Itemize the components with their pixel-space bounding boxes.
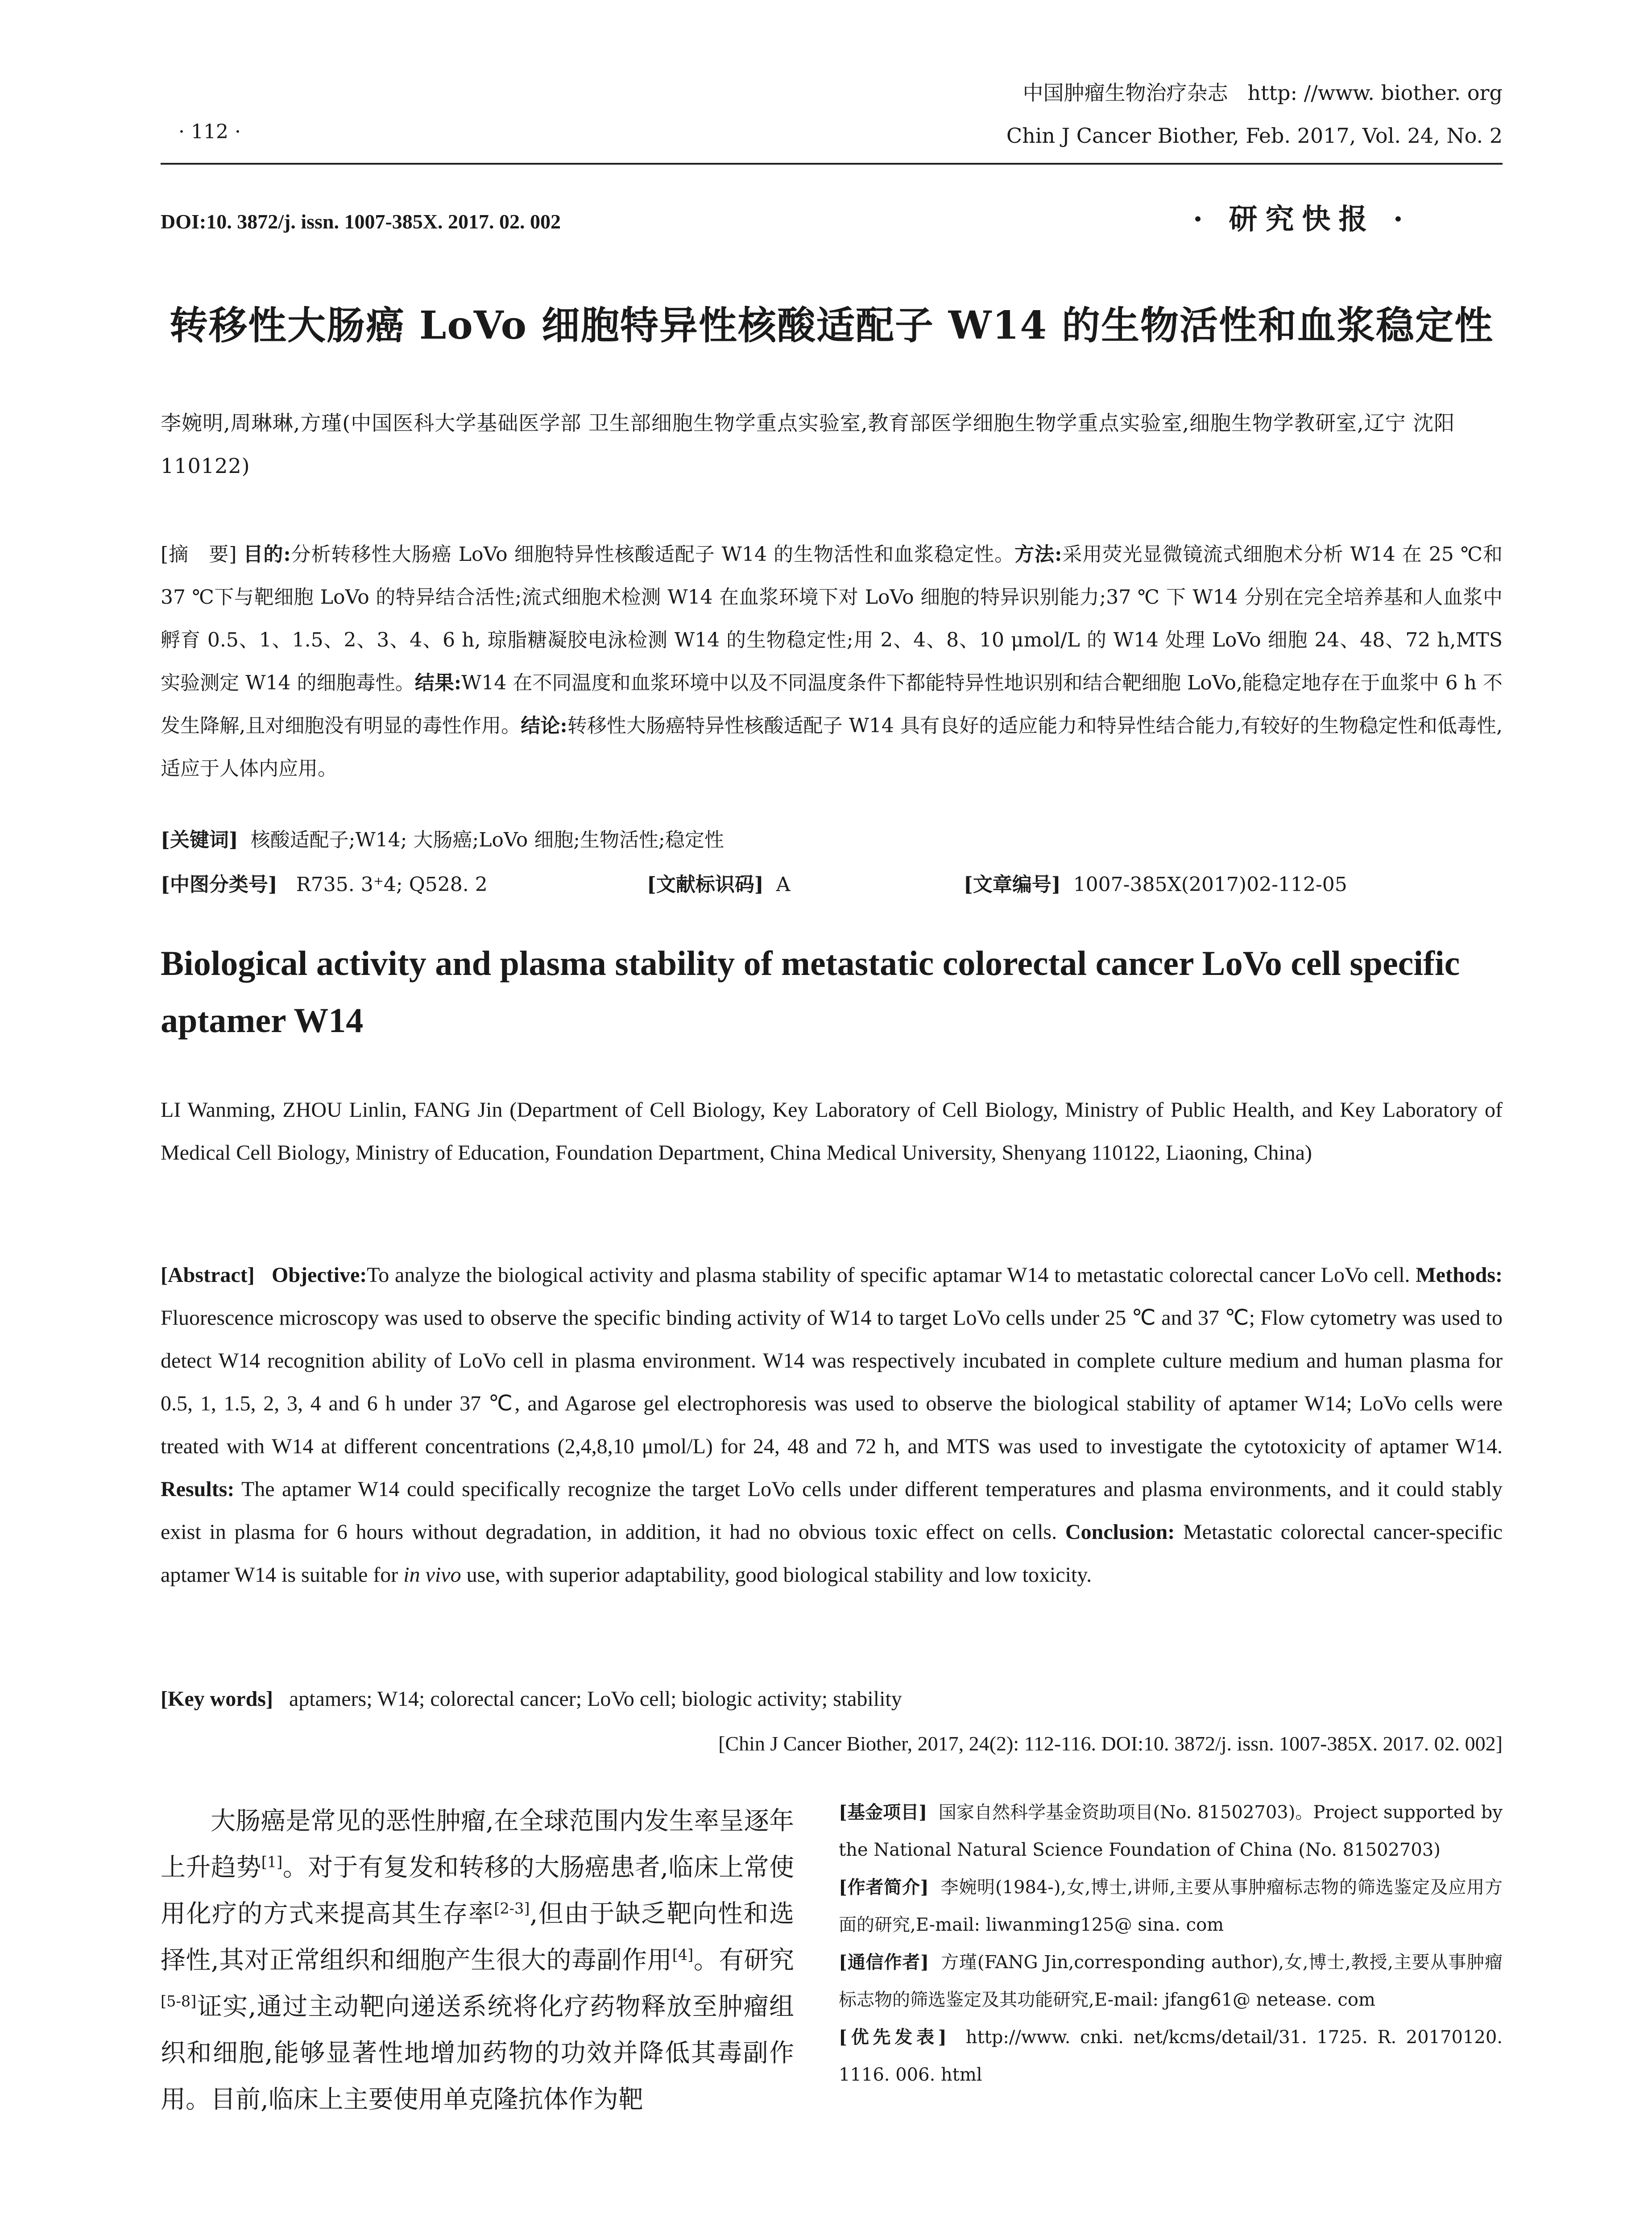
results-en: The aptamer W14 could specifically recognize the target LoVo cells under different temperatures and plasma environments, and it could stably exist in plasma for 6 hours without degradation, in addition, it had no obvious toxic effect on cells. <box>161 1477 1503 1544</box>
doi: DOI:10. 3872/j. issn. 1007-385X. 2017. 02. 002 <box>161 210 561 233</box>
pub-link[interactable]: http://www. cnki. net/kcms/detail/31. 1725. R. 20170120. 1116. 006. html <box>839 2027 1503 2085</box>
conclusion-label-en: Conclusion: <box>1065 1520 1175 1544</box>
column-tag: · 研究快报 · <box>1192 203 1411 236</box>
citation: [Chin J Cancer Biother, 2017, 24(2): 112-116. DOI:10. 3872/j. issn. 1007-385X. 2017. 02. 002] <box>718 1732 1503 1755</box>
footnote-online-first <box>839 2019 1503 2094</box>
methods-label-cn: 方法: <box>1014 543 1062 566</box>
doc-label: [文献标识码] <box>647 873 764 896</box>
objective-label-cn: 目的: <box>243 543 291 566</box>
reference-1[interactable]: [1] <box>261 1853 283 1871</box>
body-text-1: 大肠癌是常见的恶性肿瘤,在全球范围内发生率呈逐年上升趋势 <box>161 1807 794 1882</box>
body-paragraph <box>161 1798 794 2123</box>
keywords-cn-text: 核酸适配子;W14; 大肠癌;LoVo 细胞;生物活性;稳定性 <box>250 829 724 851</box>
abstract-cn <box>161 533 1503 790</box>
reference-2[interactable]: [2-3] <box>494 1899 530 1917</box>
journal-name-cn: 中国肿瘤生物治疗杂志 <box>1023 81 1228 105</box>
results-label-cn: 结果: <box>414 672 462 694</box>
results-label-en: Results: <box>161 1477 235 1501</box>
keywords-en <box>161 1678 1503 1721</box>
keywords-en-label: [Key words] <box>161 1687 273 1711</box>
author-label: [作者简介] <box>839 1877 929 1898</box>
keywords-cn <box>161 819 1503 862</box>
art-value: 1007-385X(2017)02-112-05 <box>1073 873 1347 896</box>
body-text-2: 。对于有复发和转移的大肠癌患者,临床上常使用化疗的方式来提高其生存率 <box>161 1853 794 1928</box>
authors-cn: 李婉明,周琳琳,方瑾(中国医科大学基础医学部 卫生部细胞生物学重点实验室,教育部医学细胞生物学重点实验室,细胞生物学教研室,辽宁 沈阳 110122) <box>161 411 1455 478</box>
keywords-en-text: aptamers; W14; colorectal cancer; LoVo cell; biologic activity; stability <box>289 1687 902 1711</box>
doc-value: A <box>776 873 791 896</box>
objective-en: To analyze the biological activity and plasma stability of specific aptamar W14 to metastatic colorectal cancer LoVo cell. <box>367 1263 1410 1287</box>
methods-en: Fluorescence microscopy was used to observe the specific binding activity of W14 to target LoVo cells under 25 ℃ and 37 ℃; Flow cytometry was used to detect W14 recognition ability of LoVo cell in plasma environment. W14 was respectively incubated in complete culture medium and human plasma for 0.5, 1, 1.5, 2, 3, 4 and 6 h under 37 ℃, and Agarose gel electrophoresis was used to observe the biological stability of aptamer W14; LoVo cells were treated with W14 at different concentrations (2,4,8,10 μmol/L) for 24, 48 and 72 h, and MTS was used to investigate the cytotoxicity of aptamer W14. <box>161 1306 1503 1458</box>
clc-label: [中图分类号] <box>161 873 277 896</box>
methods-cn: 采用荧光显微镜流式细胞术分析 W14 在 25 ℃和 37 ℃下与靶细胞 LoVo 的特异结合活性;流式细胞术检测 W14 在血浆环境下对 LoVo 细胞的特异识别能力;37 ℃ 下 W14 分别在完全培养基和人血浆中孵育 0.5、1、1.5、2、3、4、6 h, 琼脂糖凝胶电泳检测 W14 的生物稳定性;用 2、4、8、10 μmol/L 的 W14 处理 LoVo 细胞 24、48、72 h,MTS 实验测定 W14 的细胞毒性。 <box>161 543 1503 694</box>
footnote-fund <box>839 1794 1503 1869</box>
abstract-en-label: [Abstract] <box>161 1263 255 1287</box>
author-text: 李婉明(1984-),女,博士,讲师,主要从事肿瘤标志物的筛选鉴定及应用方面的研究,E-mail: liwanming125@ sina. com <box>839 1877 1503 1935</box>
results-cn: W14 在不同温度和血浆环境中以及不同温度条件下都能特异性地识别和结合靶细胞 LoVo,能稳定地存在于血浆中 6 h 不发生降解,且对细胞没有明显的毒性作用。 <box>161 672 1503 737</box>
title-cn: 转移性大肠癌 LoVo 细胞特异性核酸适配子 W14 的生物活性和血浆稳定性 <box>169 303 1494 348</box>
page-number: · 112 · <box>178 120 241 143</box>
art-label: [文章编号] <box>964 873 1061 896</box>
abstract-en <box>161 1254 1503 1597</box>
footnote-author <box>839 1869 1503 1944</box>
corr-text: 方瑾(FANG Jin,corresponding author),女,博士,教授,主要从事肿瘤标志物的筛选鉴定及其功能研究,E-mail: jfang61@ netease. com <box>839 1952 1503 2010</box>
journal-name-en: Chin J Cancer Biother, Feb. 2017, Vol. 24, No. 2 <box>1006 124 1503 148</box>
fund-label: [基金项目] <box>839 1802 927 1823</box>
fund-text: 国家自然科学基金资助项目(No. 81502703)。Project supported by the National Natural Science Foundation of China (No. 81502703) <box>839 1802 1503 1860</box>
corr-label: [通信作者] <box>839 1952 929 1973</box>
body-text-3: ,但由于缺乏靶向性和选择性,其对正常组织和细胞产生很大的毒副作用 <box>161 1899 794 1975</box>
conclusion-en-b: use, with superior adaptability, good biological stability and low toxicity. <box>466 1563 1092 1587</box>
art-field <box>964 863 1347 906</box>
footnote-corresponding <box>839 1944 1503 2019</box>
body-text-5: 证实,通过主动靶向递送系统将化疗药物释放至肿瘤组织和细胞,能够显著性地增加药物的功效并降低其毒副作用。目前,临床上主要使用单克隆抗体作为靶 <box>161 1992 794 2114</box>
body-text-4: 。有研究 <box>693 1946 794 1975</box>
objective-label-en: Objective: <box>272 1263 367 1287</box>
journal-header <box>1006 71 1503 157</box>
footnotes <box>839 1794 1503 2094</box>
reference-3[interactable]: [4] <box>672 1946 694 1964</box>
authors-en: LI Wanming, ZHOU Linlin, FANG Jin (Department of Cell Biology, Key Laboratory of Cell Biology, Ministry of Public Health, and Key Laboratory of Medical Cell Biology, Ministry of Education, Foundation Department, China Medical University, Shenyang 110122, Liaoning, China) <box>161 1098 1503 1165</box>
keywords-cn-label: [关键词] <box>161 829 238 851</box>
conclusion-cn: 转移性大肠癌特异性核酸适配子 W14 具有良好的适应能力和特异性结合能力,有较好的生物稳定性和低毒性,适应于人体内应用。 <box>161 714 1503 780</box>
objective-cn: 分析转移性大肠癌 LoVo 细胞特异性核酸适配子 W14 的生物活性和血浆稳定性。 <box>290 543 1015 566</box>
abstract-cn-label: [摘 要] <box>161 543 237 566</box>
conclusion-label-cn: 结论: <box>521 714 567 737</box>
methods-label-en: Methods: <box>1416 1263 1503 1287</box>
doc-field <box>647 863 790 906</box>
conclusion-en-a: Metastatic colorectal cancer-specific aptamer W14 is suitable for <box>161 1520 1503 1587</box>
reference-4[interactable]: [5-8] <box>161 1992 197 2010</box>
journal-url[interactable]: http: //www. biother. org <box>1247 81 1503 105</box>
title-en: Biological activity and plasma stability of metastatic colorectal cancer LoVo cell specific aptamer W14 <box>161 944 1460 1040</box>
conclusion-en-italic: in vivo <box>403 1563 461 1587</box>
header-rule <box>161 163 1503 165</box>
clc-value: R735. 3⁺4; Q528. 2 <box>296 873 488 896</box>
clc-field <box>161 863 488 906</box>
pub-label: [优先发表] <box>839 2027 947 2048</box>
